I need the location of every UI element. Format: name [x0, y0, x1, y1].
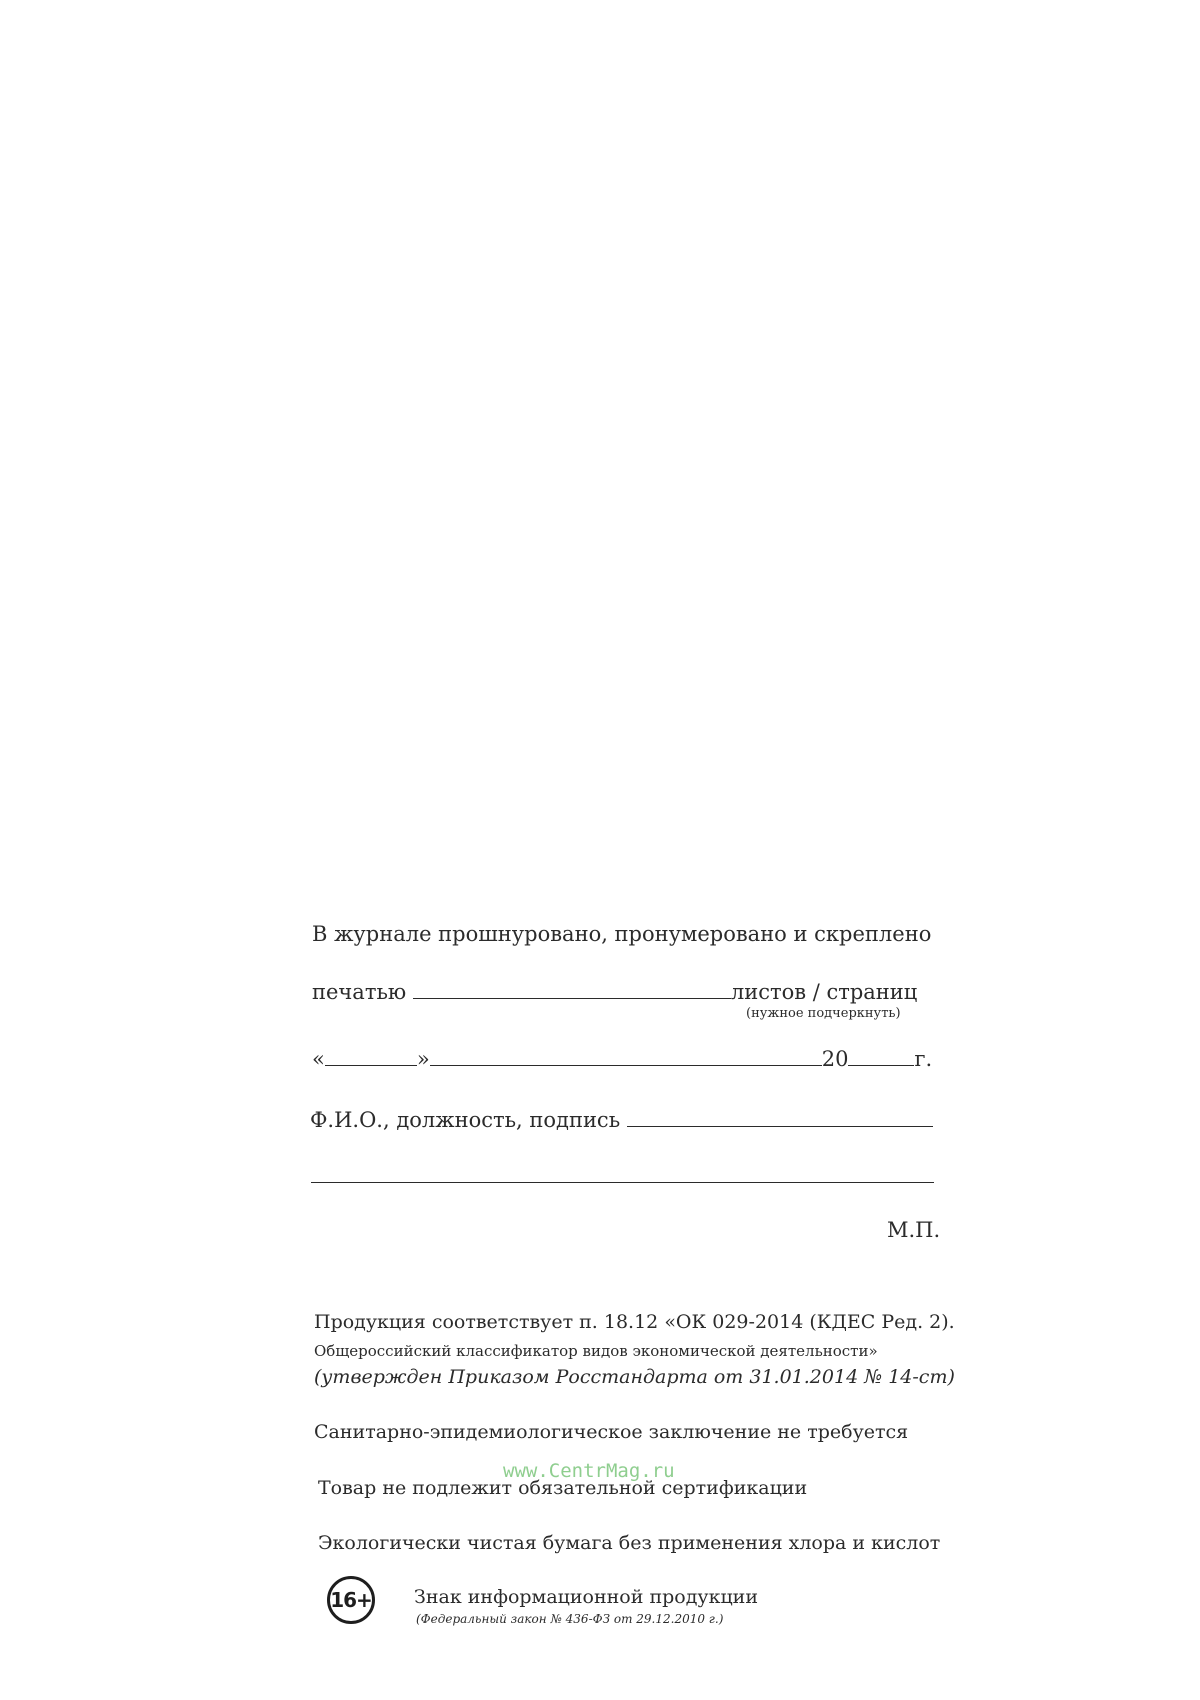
year-prefix: 20 — [821, 1047, 849, 1071]
seal-label: печатью — [312, 980, 407, 1004]
signature-line — [310, 1106, 933, 1133]
year-suffix: г. — [914, 1047, 933, 1071]
sanitary-note: Санитарно-эпидемиологическое заключение не требуется — [314, 1421, 909, 1443]
month-field[interactable] — [430, 1045, 822, 1066]
stitching-statement: В журнале прошнуровано, пронумеровано и скреплено — [312, 922, 932, 946]
signature-field[interactable] — [627, 1106, 933, 1127]
stamp-place-label: М.П. — [887, 1218, 941, 1242]
compliance-line-2: Общероссийский классификатор видов экономической деятельности» — [314, 1342, 878, 1360]
year-field[interactable] — [848, 1045, 914, 1066]
seal-pages-line — [312, 978, 917, 1005]
day-field[interactable] — [325, 1045, 417, 1066]
signature-label: Ф.И.О., должность, подпись — [310, 1108, 621, 1132]
underline-note: (нужное подчеркнуть) — [746, 1006, 901, 1021]
age-rating-16-icon — [327, 1576, 375, 1624]
info-sign-label: Знак информационной продукции — [414, 1586, 759, 1608]
age-rating-text: 16+ — [330, 1588, 372, 1612]
pages-unit-label: листов / страниц — [730, 980, 918, 1004]
pages-count-field[interactable] — [413, 978, 731, 999]
eco-paper-note: Экологически чистая бумага без применения хлора и кислот — [318, 1532, 941, 1554]
info-law-note: (Федеральный закон № 436-ФЗ от 29.12.2010 г.) — [416, 1612, 724, 1626]
watermark-url: www.CentrMag.ru — [503, 1460, 675, 1482]
date-close-quote: » — [416, 1047, 430, 1071]
compliance-line-3: (утвержден Приказом Росстандарта от 31.01.2014 № 14-ст) — [314, 1366, 955, 1388]
date-open-quote: « — [312, 1047, 325, 1071]
certification-note: Товар не подлежит обязательной сертификации — [318, 1477, 808, 1499]
signature-continuation-line[interactable] — [311, 1182, 934, 1183]
date-line — [312, 1045, 932, 1072]
compliance-line-1: Продукция соответствует п. 18.12 «ОК 029-2014 (КДЕС Ред. 2). — [314, 1311, 955, 1333]
